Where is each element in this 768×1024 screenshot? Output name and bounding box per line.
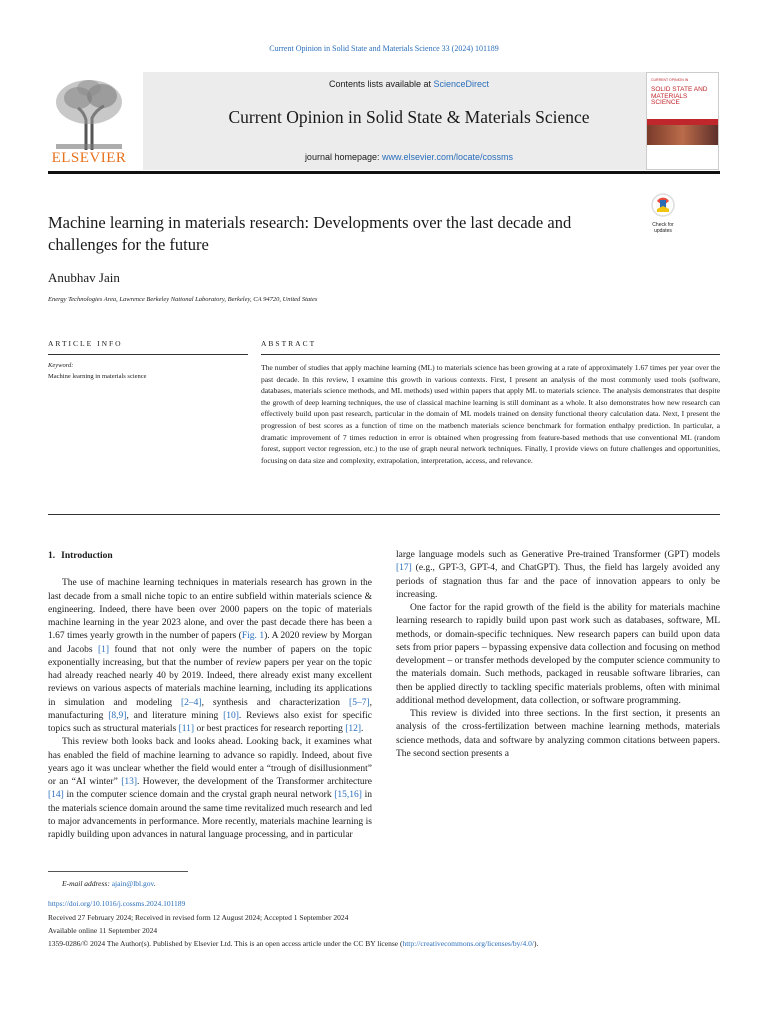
reference-link[interactable]: [11] (178, 724, 195, 734)
online-date: Available online 11 September 2024 (48, 926, 158, 935)
doi-link[interactable]: https://doi.org/10.1016/j.cossms.2024.101189 (48, 899, 186, 908)
reference-link[interactable]: [2–4] (180, 697, 202, 708)
reference-link[interactable]: [5–7] (349, 697, 370, 708)
body-column-right (396, 549, 720, 761)
article-title: Machine learning in materials research: Developments over the last decade and challenges for the future (48, 213, 572, 254)
sciencedirect-link[interactable]: ScienceDirect (433, 79, 490, 89)
cover-top-text: CURRENT OPINION IN (651, 78, 689, 82)
journal-banner (143, 72, 675, 170)
header-rule (48, 171, 720, 174)
paragraph: One factor for the rapid growth of the field is the ability for materials machine learning research to rapidly build upon past work such as databases, software, ML methods, or domain-specific techniques. New research papers can build upon data sets from prior papers – bypassing expensive data collection and focusing on method development – or transfer methods developed by the computer science community to the materials domain. Such methods, packaged in reusable software libraries, can then be applied directly to tackling specific materials problems, often with minimal additional method development, data collection, or software programming. (396, 603, 720, 706)
elsevier-logo (48, 72, 130, 170)
journal-citation[interactable]: Current Opinion in Solid State and Materials Science 33 (2024) 101189 (269, 44, 499, 53)
contents-line: Contents lists available at ScienceDirect (328, 79, 490, 89)
cover-title: SOLID STATE AND MATERIALS SCIENCE (651, 86, 708, 106)
article-info-heading: ARTICLE INFO (48, 339, 123, 348)
crossmark-icon (646, 192, 680, 218)
paragraph: This review both looks back and looks ahead. Looking back, it examines what has enabled the field of machine learning to advance so rapidly. Indeed, about five years ago it was unclear whether the field would enter a “trough of disillusionment” or an “AI winter” [13]. However, the development of the Transformer architecture [14] in the computer science domain and the crystal graph neural network [15,16] in the materials science domain around the same time revitalized much research and led to major advancements in performance. More recently, materials machine learning is rapidly building upon advances in natural language processing, and in particular (48, 737, 373, 840)
crossmark-button[interactable] (646, 192, 680, 234)
journal-title: Current Opinion in Solid State & Materials Science (228, 107, 590, 127)
publisher-name: ELSEVIER (51, 150, 127, 166)
paragraph-continued: large language models such as Generative Pre-trained Transformer (GPT) models [17] (e.g., GPT-3, GPT-4, and ChatGPT). Thus, the field has largely avoided any periods of stagnation thus far and the pace of innovation appears to only be increasing. (396, 550, 720, 600)
abstract-text: The number of studies that apply machine learning (ML) to materials science has been growing at a rate of approximately 1.67 times per year over the past decade. In this review, I examine this growth in various contexts. First, I present an analysis of the most commonly used tools (software, databases, materials science methods, and ML methods) used within papers that apply ML to materials science. The analysis demonstrates that despite the growth of deep learning techniques, the use of classical machine learning is still dominant as a whole. It also demonstrates how new research can effectively build upon past research, particular in the domain of ML models trained on density functional theory calculation data. Next, I present the progression of best scores as a function of time on the matbench materials science benchmark for formation enthalpy prediction. In particular, a dramatic improvement of 7 times reduction in error is obtained when progressing from feature-based methods that use conventional ML (random forest, support vector regression, etc.) to the use of graph neural network techniques. Finally, I provide views on future challenges and opportunities, focusing on data size and complexity, extrapolation, interpretation, access, and relevance. (261, 363, 720, 465)
keyword: Machine learning in materials science (48, 373, 147, 380)
cover-image (647, 125, 718, 145)
email-link[interactable]: ajain@lbl.gov (111, 879, 154, 888)
paragraph: This review is divided into three sections. In the first section, it presents an analysis of the cross-fertilization between machine learning methods, materials science methods, data and software by analyzing common citations between papers. The second section presents a (396, 709, 720, 759)
body-column-left (48, 550, 372, 842)
license-link[interactable]: http://creativecommons.org/licenses/by/4.0/ (402, 939, 534, 948)
homepage-link[interactable]: www.elsevier.com/locate/cossms (382, 152, 514, 162)
section-heading: 1. Introduction (48, 551, 113, 561)
reference-link[interactable]: [15,16] (334, 790, 362, 801)
homepage-line: journal homepage: www.elsevier.com/locate/cossms (304, 152, 514, 162)
reference-link[interactable]: [1] (97, 644, 110, 655)
abstract-heading: ABSTRACT (261, 339, 317, 348)
paragraph: The use of machine learning techniques in materials research has grown in the last decade from a small niche topic to an entire subfield within materials science & engineering. Indeed, there have been over 2000 papers on the topic of materials machine learning in the year 2023 alone, and over the past decade there has been a 1.67 times yearly growth in the number of papers (Fig. 1). A 2020 review by Morgan and Jacobs [1] found that not only were the number of papers on the topic exponentially increasing, but that the number of review papers per year on the topic had already reached nearly 40 by 2019. Indeed, there already exist many excellent reviews on various aspects of materials machine learning, including its applications in simulation and modeling [2–4], synthesis and characterization [5–7], manufacturing [8,9], and literature mining [10]. Reviews also exist for specific topics such as structural materials [11] or best practices for research reporting [12]. (48, 578, 373, 734)
reference-link[interactable]: [12] (345, 724, 362, 734)
received-dates: Received 27 February 2024; Received in revised form 12 August 2024; Accepted 1 September 2024 (48, 913, 349, 922)
reference-link[interactable]: [8,9] (108, 710, 127, 721)
author-name: Anubhav Jain (48, 270, 120, 285)
author-affiliation: Energy Technologies Area, Lawrence Berkeley National Laboratory, Berkeley, CA 94720, United States (48, 296, 318, 303)
journal-header (48, 72, 720, 170)
license-line: 1359-0286/© 2024 The Author(s). Published by Elsevier Ltd. This is an open access article under the CC BY license (http://creativecommons.org/licenses/by/4.0/). (48, 939, 539, 948)
keyword-label: Keyword: (48, 362, 74, 369)
reference-link[interactable]: [13] (121, 777, 138, 787)
figure-link[interactable]: Fig. 1 (241, 631, 265, 642)
reference-link[interactable]: [14] (48, 790, 64, 801)
reference-link[interactable]: [10] (223, 710, 239, 721)
reference-link[interactable]: [17] (396, 563, 412, 574)
journal-cover[interactable] (646, 72, 719, 170)
crossmark-label: Check for updates (652, 222, 674, 234)
email-footnote: E-mail address: ajain@lbl.gov. (62, 879, 156, 888)
